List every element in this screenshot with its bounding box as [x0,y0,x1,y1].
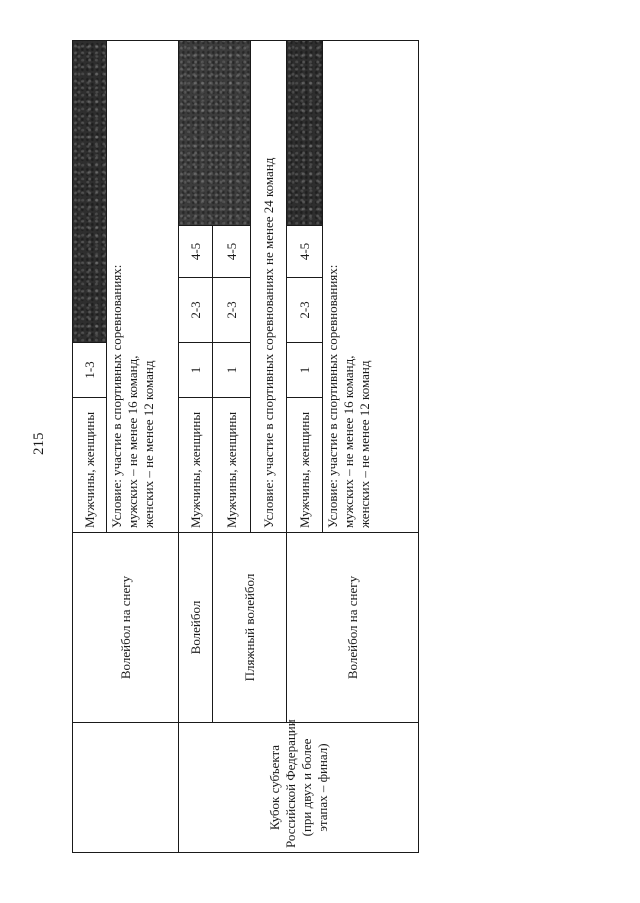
place-cell: 4-5 [213,226,251,278]
gender-cell: Мужчины, женщины [179,398,213,533]
gender-cell: Мужчины, женщины [213,398,251,533]
page-number: 215 [31,432,47,455]
gender-cell: Мужчины, женщины [73,398,107,533]
place-cell: 4-5 [287,226,323,278]
table-row [73,41,107,853]
condition-cell [107,41,179,533]
competition-cell [179,719,419,853]
discipline-cell: Волейбол на снегу [287,533,419,723]
shaded-cell [73,41,107,343]
place-cell: 4-5 [179,226,213,278]
discipline-cell: Волейбол на снегу [73,533,179,723]
condition-cell: Условие: участие в спортивных соревнованиях не менее 24 команд [251,41,287,533]
empty-category-cell [73,723,179,853]
competition-line: этапах – финал) [314,743,330,832]
condition-line: Условие: участие в спортивных соревнованиях: [325,264,340,528]
shaded-cell [287,41,323,226]
discipline-cell: Волейбол [179,533,213,723]
place-cell: 1 [287,343,323,398]
place-cell: 2-3 [213,278,251,343]
rank-requirements-table [72,40,419,853]
discipline-cell: Пляжный волейбол [213,533,287,723]
place-cell: 1 [213,343,251,398]
place-cell: 1-3 [73,343,107,398]
gender-cell: Мужчины, женщины [287,398,323,533]
condition-line: мужских – не менее 16 команд, [341,355,356,528]
condition-line: мужских – не менее 16 команд, [125,355,140,528]
place-cell: 2-3 [287,278,323,343]
competition-line: (при двух и более [298,738,314,837]
condition-line: женских – не менее 12 команд [141,360,156,528]
condition-cell [323,41,419,533]
shaded-cell [179,41,251,226]
competition-line: Российской Федерации [282,719,298,848]
place-cell: 2-3 [179,278,213,343]
condition-line: женских – не менее 12 команд [357,360,372,528]
competition-line: Кубок субъекта [266,744,282,831]
condition-line: Условие: участие в спортивных соревнованиях: [109,264,124,528]
table-row [179,41,213,853]
rotated-table-container [72,41,418,853]
place-cell: 1 [179,343,213,398]
